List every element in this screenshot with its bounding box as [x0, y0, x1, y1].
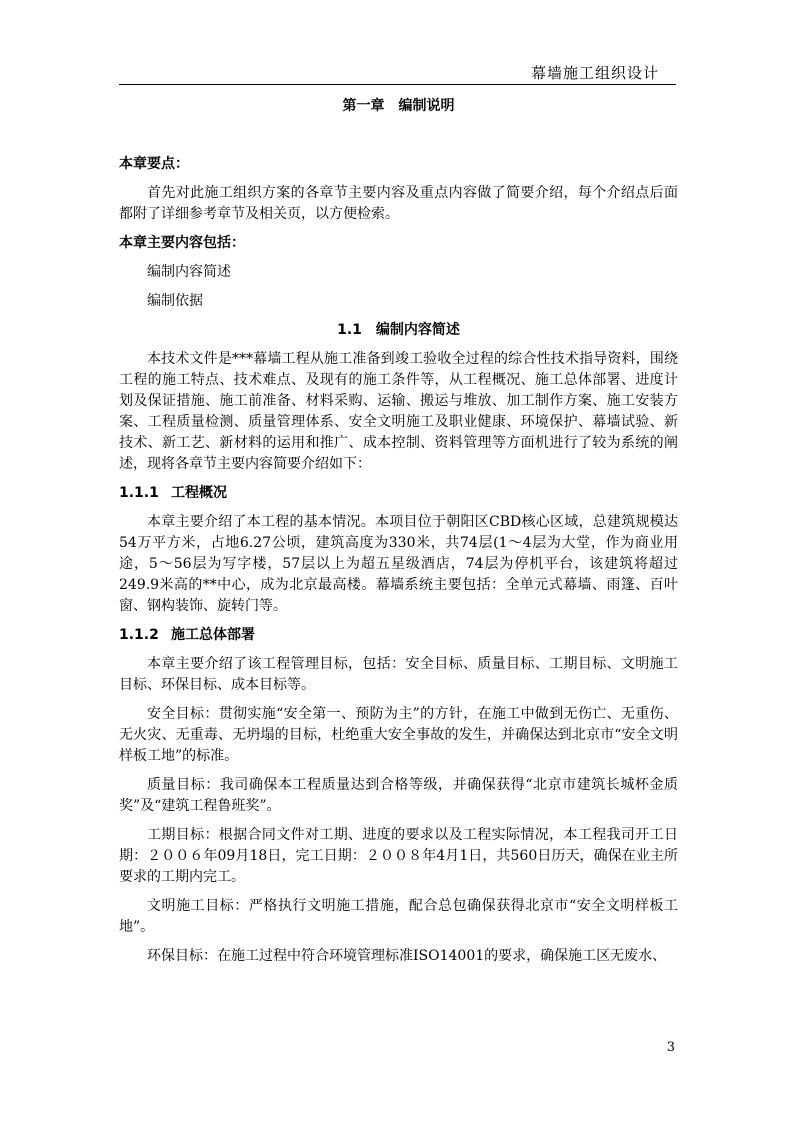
contents-item: 编制内容简述 — [147, 264, 231, 280]
section-heading-1-1: 1.1 编制内容简述 — [337, 322, 460, 338]
header-divider — [119, 84, 676, 85]
key-points-paragraph: 首先对此施工组织方案的各章节主要内容及重点内容做了简要介绍，每个介绍点后面都附了详细参考章节及相关页，以方便检索。 — [119, 185, 678, 222]
section-title: 工程概况 — [171, 485, 227, 501]
section-1-1-paragraph: 本技术文件是***幕墙工程从施工准备到竣工验收全过程的综合性技术指导资料，围绕工程的施工特点、技术难点、及现有的施工条件等，从工程概况、施工总体部署、进度计划及保证措施、施工前准备、材料采购、运输、搬运与堆放、加工制作方案、施工安装方案、工程质量检测、质量管理体系、安全文明施工及职业健康、环境保护、幕墙试验、新技术、新工艺、新材料的运用和推广、成本控制、资料管理等方面机进行了较为系统的阐述，现将各章节主要内容简要介绍如下： — [119, 351, 678, 472]
section-title: 施工总体部署 — [171, 627, 255, 643]
civilized-construction-goal-paragraph: 文明施工目标：严格执行文明施工措施，配合总包确保获得北京市“安全文明样板工地”。 — [119, 898, 678, 935]
key-points-label: 本章要点： — [119, 156, 189, 172]
page-body — [119, 96, 678, 975]
contents-item: 编制依据 — [147, 293, 203, 309]
page-number: 3 — [666, 1040, 675, 1055]
quality-goal-paragraph: 质量目标：我司确保本工程质量达到合格等级，并确保获得“北京市建筑长城杯金质奖”及“建筑工程鲁班奖”。 — [119, 777, 678, 814]
section-1-1-1-paragraph: 本章主要介绍了本工程的基本情况。本项目位于朝阳区CBD核心区域，总建筑规模达54万平方米，占地6.27公顷，建筑高度为330米，共74层(1～4层为大堂，作为商业用途，5～56层为写字楼，57层以上为超五星级酒店，74层为停机平台，该建筑将超过249.9米高的**中心，成为北京最高楼。幕墙系统主要包括：全单元式幕墙、雨篷、百叶窗、钢构装饰、旋转门等。 — [119, 514, 678, 614]
section-heading-1-1-1 — [119, 483, 678, 504]
contents-label: 本章主要内容包括： — [119, 235, 245, 251]
environment-goal-paragraph: 环保目标：在施工过程中符合环境管理标准ISO14001的要求，确保施工区无废水、 — [147, 948, 667, 964]
section-1-1-2-paragraph: 本章主要介绍了该工程管理目标，包括：安全目标、质量目标、工期目标、文明施工目标、环保目标、成本目标等。 — [119, 656, 678, 693]
safety-goal-paragraph: 安全目标：贯彻实施“安全第一、预防为主”的方针，在施工中做到无伤亡、无重伤、无火灾、无重毒、无坍塌的目标，杜绝重大安全事故的发生，并确保达到北京市“安全文明样板工地”的标准。 — [119, 706, 678, 764]
section-heading-1-1-2 — [119, 625, 678, 646]
section-number: 1.1.2 — [119, 627, 159, 643]
section-number: 1.1.1 — [119, 485, 159, 501]
running-header-title: 幕墙施工组织设计 — [530, 64, 659, 82]
chapter-title: 第一章 编制说明 — [342, 98, 455, 114]
schedule-goal-paragraph: 工期目标：根据合同文件对工期、进度的要求以及工程实际情况，本工程我司开工日期：２００６年09月18日，完工日期：２００８年4月1日，共560日历天，确保在业主所要求的工期内完工。 — [119, 827, 678, 885]
